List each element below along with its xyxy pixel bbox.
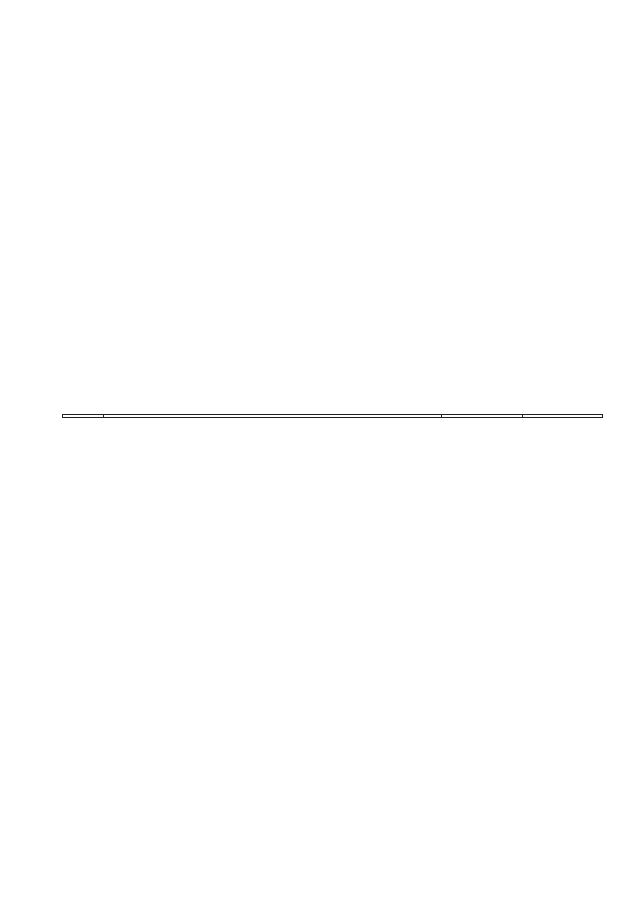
header-name: [103, 415, 442, 418]
budget-table: [62, 414, 603, 418]
header-2024: [522, 415, 602, 418]
table-header-row: [63, 415, 603, 418]
header-num: [63, 415, 104, 418]
header-2023: [442, 415, 522, 418]
